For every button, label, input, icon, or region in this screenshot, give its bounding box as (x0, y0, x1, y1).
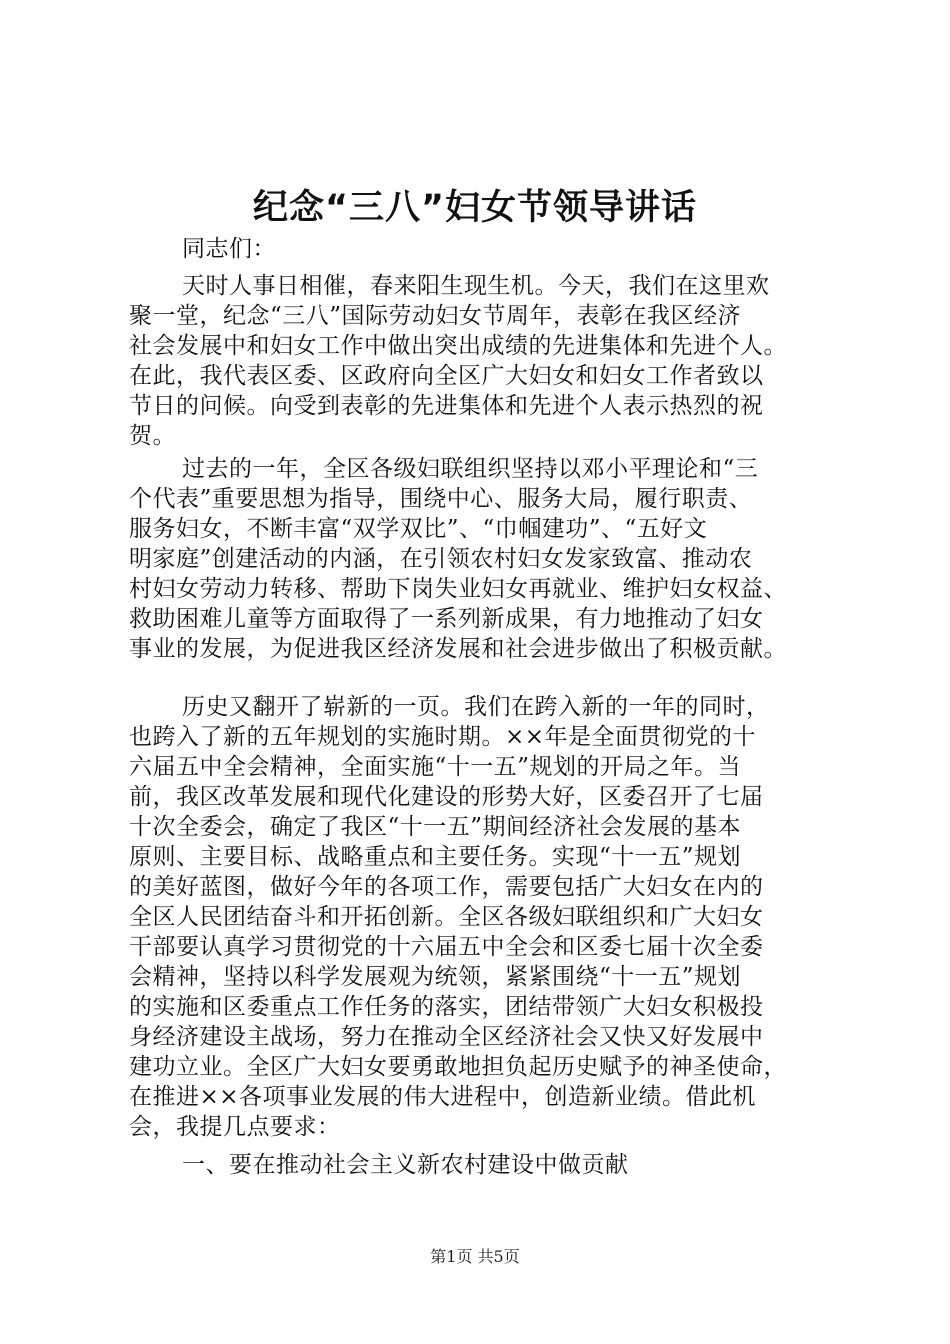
paragraph-line: 明家庭”创建活动的内涵，在引领农村妇女发家致富、推动农 (129, 546, 753, 572)
paragraph-line: 会精神，坚持以科学发展观为统领，紧紧围绕“十一五”规划 (129, 964, 742, 990)
paragraph-line: 聚一堂，纪念“三八”国际劳动妇女节周年，表彰在我区经济 (129, 303, 742, 329)
paragraph-line: 原则、主要目标、战略重点和主要任务。实现“十一五”规划 (129, 844, 742, 870)
paragraph-line: 的实施和区委重点工作任务的落实，团结带领广大妇女积极投 (129, 994, 764, 1020)
page-footer: 第1页 共5页 (430, 1247, 520, 1266)
paragraph-line: 身经济建设主战场，努力在推动全区经济社会又快又好发展中 (129, 1024, 764, 1050)
paragraph-line: 也跨入了新的五年规划的实施时期。××年是全面贯彻党的十 (129, 724, 757, 750)
paragraph-line: 社会发展中和妇女工作中做出突出成绩的先进集体和先进个人。 (129, 333, 787, 359)
paragraph-line: 村妇女劳动力转移、帮助下岗失业妇女再就业、维护妇女权益、 (129, 576, 787, 602)
paragraph-line: 六届五中全会精神，全面实施“十一五”规划的开局之年。当 (129, 754, 742, 780)
paragraph-line: 建功立业。全区广大妇女要勇敢地担负起历史赋予的神圣使命， (129, 1054, 787, 1080)
paragraph-line: 救助困难儿童等方面取得了一系列新成果，有力地推动了妇女 (129, 606, 764, 632)
paragraph-line: 前，我区改革发展和现代化建设的形势大好，区委召开了七届 (129, 784, 764, 810)
paragraph-line: 在推进××各项事业发展的伟大进程中，创造新业绩。借此机 (129, 1084, 757, 1110)
paragraph-line: 过去的一年，全区各级妇联组织坚持以邓小平理论和“三 (182, 456, 759, 482)
paragraph-line: 历史又翻开了崭新的一页。我们在跨入新的一年的同时， (182, 694, 770, 720)
paragraph-line: 的美好蓝图，做好今年的各项工作，需要包括广大妇女在内的 (129, 874, 764, 900)
paragraph-line: 干部要认真学习贯彻党的十六届五中全会和区委七届十次全委 (129, 934, 764, 960)
paragraph-line: 节日的问候。向受到表彰的先进集体和先进个人表示热烈的祝 (129, 393, 764, 419)
paragraph-line: 天时人事日相催，春来阳生现生机。今天，我们在这里欢 (182, 273, 770, 299)
paragraph-line: 服务妇女，不断丰富“双学双比”、“巾帼建功”、“五好文 (129, 516, 708, 542)
paragraph-line: 十次全委会，确定了我区“十一五”期间经济社会发展的基本 (129, 814, 742, 840)
paragraph-line: 会，我提几点要求： (129, 1114, 341, 1140)
section-heading: 一、要在推动社会主义新农村建设中做贡献 (182, 1152, 629, 1178)
paragraph-line: 个代表”重要思想为指导，围绕中心、服务大局，履行职责、 (129, 486, 753, 512)
paragraph-line: 贺。 (129, 423, 176, 449)
paragraph-line: 全区人民团结奋斗和开拓创新。全区各级妇联组织和广大妇女 (129, 904, 764, 930)
document-title: 纪念“三八”妇女节领导讲话 (252, 188, 697, 228)
salutation: 同志们： (182, 236, 276, 262)
paragraph-line: 事业的发展，为促进我区经济发展和社会进步做出了积极贡献。 (129, 636, 787, 662)
paragraph-line: 在此，我代表区委、区政府向全区广大妇女和妇女工作者致以 (129, 363, 764, 389)
